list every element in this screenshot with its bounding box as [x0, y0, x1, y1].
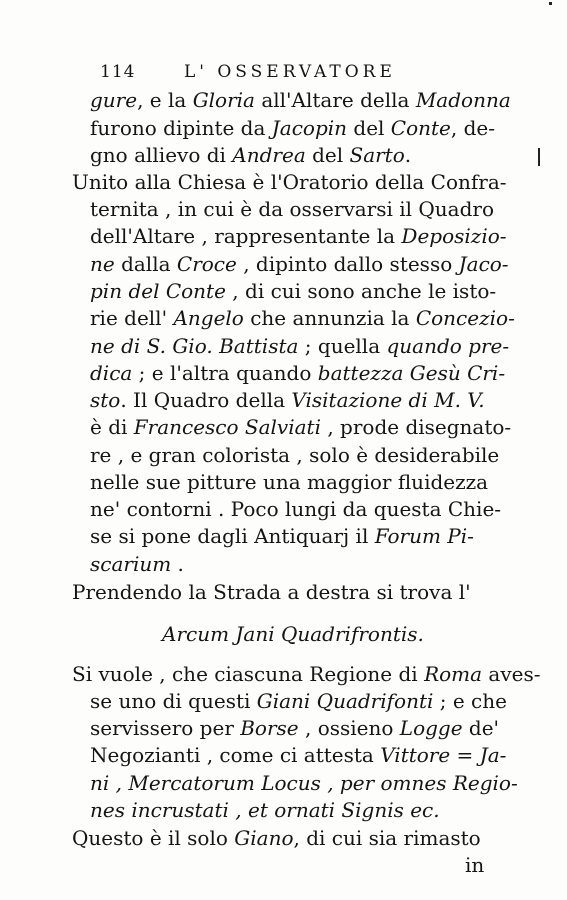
text-line: Questo è il solo Giano, di cui sia rimasto — [72, 826, 481, 850]
text-line: è di Francesco Salviati , prode disegnato- — [90, 415, 512, 439]
text-line: Negozianti , come ci attesta Vittore = Ja- — [90, 743, 507, 767]
text-line: ne dalla Croce , dipinto dallo stesso Jaco- — [90, 252, 509, 276]
running-title: L' OSSERVATORE — [184, 62, 396, 82]
text-line: dica ; e l'altra quando battezza Gesù Cri- — [90, 361, 506, 385]
text-line: ternita , in cui è da osservarsi il Quadro — [90, 197, 495, 221]
text-line: scarium . — [90, 552, 184, 576]
text-line: se si pone dagli Antiquarj il Forum Pi- — [90, 524, 474, 548]
catchword: in — [465, 853, 485, 877]
text-line: ne' contorni . Poco lungi da questa Chie- — [90, 497, 502, 521]
text-line: ni , Mercatorum Locus , per omnes Regio- — [90, 771, 518, 795]
text-line: ne di S. Gio. Battista ; quella quando pre- — [90, 334, 510, 358]
text-line: rie dell' Angelo che annunzia la Concezio- — [90, 306, 515, 330]
text-line: gno allievo di Andrea del Sarto. — [90, 143, 412, 167]
text-line: Unito alla Chiesa è l'Oratorio della Confra- — [72, 170, 507, 194]
text-line: servissero per Borse , ossieno Logge de' — [90, 716, 500, 740]
text-line: gure, e la Gloria all'Altare della Madonna — [90, 88, 511, 112]
text-line: Prendendo la Strada a destra si trova l' — [72, 580, 471, 604]
text-line: nes incrustati , et ornati Signis ec. — [90, 798, 440, 822]
text-line: Si vuole , che ciascuna Regione di Roma aves- — [72, 662, 541, 686]
text-line: re , e gran colorista , solo è desiderabile — [90, 443, 500, 467]
margin-mark — [549, 2, 552, 5]
margin-mark — [538, 148, 540, 166]
text-line: pin del Conte , di cui sono anche le isto- — [90, 279, 497, 303]
text-line: furono dipinte da Jacopin del Conte, de- — [90, 116, 496, 140]
page-number: 114 — [100, 62, 136, 82]
section-heading: Arcum Jani Quadrifrontis. — [162, 622, 424, 646]
text-line: se uno di questi Giani Quadrifonti ; e che — [90, 689, 507, 713]
page-header — [100, 62, 396, 82]
text-line: nelle sue pitture una maggior fluidezza — [90, 470, 489, 494]
text-line: dell'Altare , rappresentante la Deposizio- — [90, 224, 507, 248]
text-line: sto. Il Quadro della Visitazione di M. V. — [90, 388, 485, 412]
